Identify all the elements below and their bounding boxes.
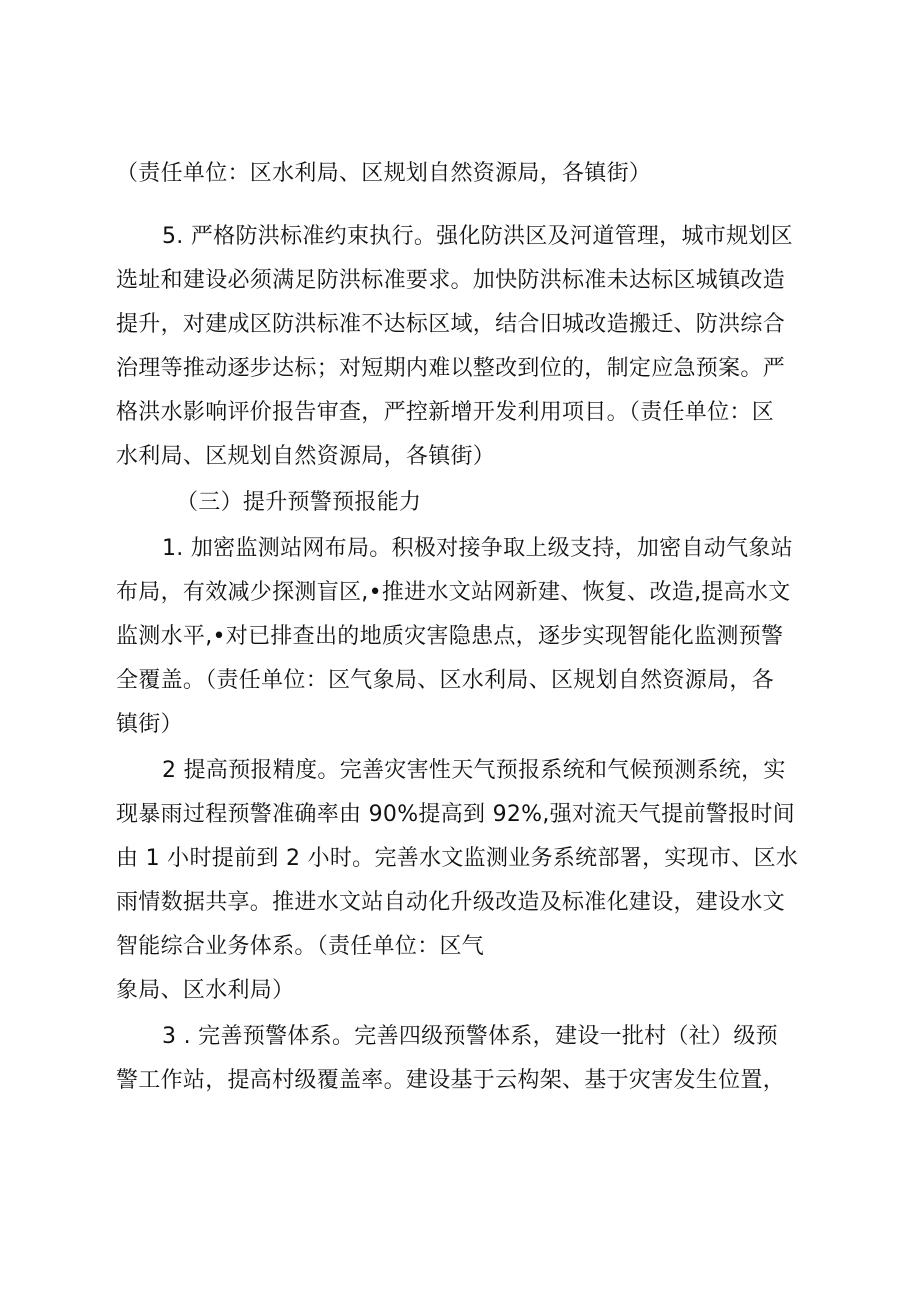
text-line-21: 警工作站，提高村级覆盖率。建设基于云构架、基于灾害发生位置， <box>116 1068 786 1093</box>
paragraph-5-heading-line: 5. 严格防洪标准约束执行。强化防洪区及河道管理，城市规划区 <box>162 224 793 249</box>
text-line-12: 全覆盖。（责任单位：区气象局、区水利局、区规划自然资源局，各 <box>116 668 775 693</box>
text-line-18: 智能综合业务体系。（责任单位：区气 <box>116 934 485 959</box>
paragraph-3-heading-line: 3 . 完善预警体系。完善四级预警体系，建设一批村（社）级预 <box>162 1024 778 1049</box>
text-line-6: 格洪水影响评价报告审查，严控新增开发利用项目。（责任单位：区 <box>116 400 775 425</box>
paragraph-2-heading-line: 2 提高预报精度。完善灾害性天气预报系统和气候预测系统，实 <box>162 758 786 783</box>
text-line-3: 选址和建设必须满足防洪标准要求。加快防洪标准未达标区城镇改造 <box>116 268 786 293</box>
text-line-5: 治理等推动逐步达标；对短期内难以整改到位的，制定应急预案。严 <box>116 356 786 381</box>
text-line-13: 镇街） <box>116 712 183 737</box>
text-line-15: 现暴雨过程预警准确率由 90%提高到 92%,强对流天气提前警报时间 <box>116 802 795 827</box>
text-line-1: （责任单位：区水利局、区规划自然资源局，各镇街） <box>116 161 652 186</box>
text-line-11: 监测水平,•对已排查出的地质灾害隐患点，逐步实现智能化监测预警 <box>116 624 784 649</box>
text-line-10: 布局，有效减少探测盲区,•推进水文站网新建、恢复、改造,提高水文 <box>116 580 791 605</box>
section-heading: （三）提升预警预报能力 <box>176 490 422 515</box>
text-line-7: 水利局、区规划自然资源局，各镇街） <box>116 444 496 469</box>
text-line-17: 雨情数据共享。推进水文站自动化升级改造及标准化建设，建设水文 <box>116 890 786 915</box>
paragraph-1-heading-line: 1. 加密监测站网布局。积极对接争取上级支持，加密自动气象站 <box>162 536 793 561</box>
text-line-19: 象局、区水利局） <box>116 978 295 1003</box>
text-line-4: 提升，对建成区防洪标准不达标区域，结合旧城改造搬迁、防洪综合 <box>116 312 786 337</box>
text-line-16: 由 1 小时提前到 2 小时。完善水文监测业务系统部署，实现市、区水 <box>116 846 799 871</box>
